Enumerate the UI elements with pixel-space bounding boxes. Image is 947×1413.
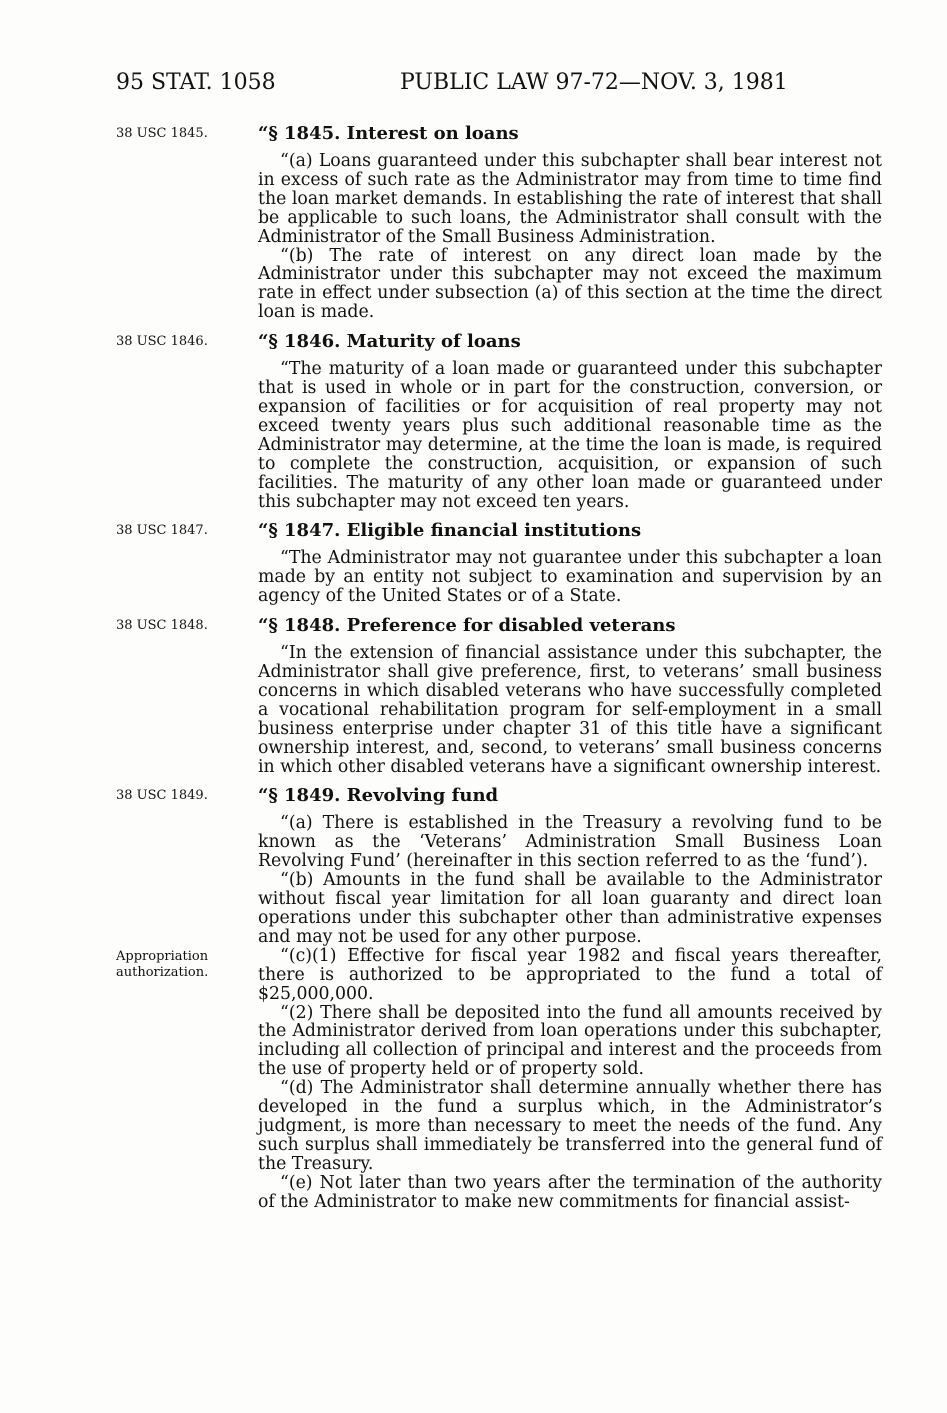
page-header — [116, 70, 887, 106]
section-text — [258, 124, 882, 322]
section-1848 — [116, 616, 896, 776]
document-body — [116, 124, 896, 1222]
section-1846 — [116, 332, 896, 511]
section-text — [258, 332, 882, 511]
margin-citation: 38 USC 1846. — [116, 334, 208, 350]
paragraph: “(a) Loans guaranteed under this subchapter shall bear interest not in excess of such rate as the Administrator may from time to time find the loan market demands. In establishing the rate of interest that shall be applicable to such loans, the Administrator shall consult with the Administrator of the Small Business Administration. — [258, 151, 882, 247]
paragraph: “(e) Not later than two years after the termination of the authority of the Administrator to make new commitments for financial assist- — [258, 1172, 882, 1212]
page-stat-number: 95 STAT. 1058 — [116, 70, 276, 95]
section-heading: “§ 1848. Preference for disabled veterans — [258, 615, 676, 637]
section-heading: “§ 1849. Revolving fund — [258, 785, 499, 807]
paragraph: “In the extension of financial assistance under this subchapter, the Administrator shall give preference, first, to veterans’ small business concerns in which disabled veterans who have successfully completed a vocational rehabilitation program for self-employment in a small business enterprise under chapter 31 of this title have a significant ownership interest, and, second, to veterans’ small business concerns in which other disabled veterans have a significant ownership interest. — [258, 643, 882, 777]
paragraph: “(c)(1) Effective for fiscal year 1982 and fiscal years thereafter, there is authorized to be appropriated to the fund a total of $25,000,000. — [258, 945, 882, 1004]
margin-citation: 38 USC 1849. — [116, 788, 208, 804]
section-heading: “§ 1847. Eligible financial institutions — [258, 520, 642, 542]
section-heading: “§ 1845. Interest on loans — [258, 123, 519, 144]
section-1845 — [116, 124, 896, 322]
section-heading: “§ 1846. Maturity of loans — [258, 331, 521, 353]
section-1847 — [116, 521, 896, 606]
margin-citation: 38 USC 1848. — [116, 618, 208, 634]
paragraph: “The maturity of a loan made or guaranteed under this subchapter that is used in whole or in part for the construction, conversion, or expansion of facilities or for acquisition of real property may not exceed twenty years plus such additional reasonable time as the Administrator may determine, at the time the loan is made, is required to complete the construction, acquisition, or expansion of such facilities. The maturity of any other loan made or guaranteed under this subchapter may not exceed ten years. — [258, 359, 882, 512]
paragraph: “(2) There shall be deposited into the fund all amounts received by the Administrator derived from loan operations under this subchapter, including all collection of principal and interest and the proceeds from the use of property held or of property sold. — [258, 1002, 882, 1080]
margin-citation: 38 USC 1845. — [116, 126, 208, 141]
section-text — [258, 616, 882, 776]
running-head-title: PUBLIC LAW 97-72—NOV. 3, 1981 — [400, 70, 788, 95]
margin-side-note: Appropriation authorization. — [116, 948, 209, 980]
margin-citation: 38 USC 1847. — [116, 523, 208, 539]
paragraph: “(b) Amounts in the fund shall be available to the Administrator without fiscal year limitation for all loan guaranty and direct loan operations under this subchapter other than administrative expenses and may not be used for any other purpose. — [258, 870, 882, 947]
paragraph: “The Administrator may not guarantee under this subchapter a loan made by an entity not subject to examination and supervision by an agency of the United States or of a State. — [258, 548, 882, 607]
section-1849 — [116, 786, 896, 1211]
paragraph: “(b) The rate of interest on any direct loan made by the Administrator under this subchapter may not exceed the maximum rate in effect under subsection (a) of this section at the time the direct loan is made. — [258, 245, 882, 323]
paragraph: “(d) The Administrator shall determine annually whether there has developed in the fund a surplus which, in the Administrator’s judgment, is more than necessary to meet the needs of the fund. Any such surplus shall immediately be transferred into the general fund of the Treasury. — [258, 1078, 882, 1174]
paragraph: “(a) There is established in the Treasury a revolving fund to be known as the ‘Veterans’ Administration Small Business Loan Revolving Fund’ (hereinafter in this section referred to as the ‘fund’). — [258, 813, 882, 872]
section-text — [258, 521, 882, 606]
paragraph-with-side-note — [116, 945, 882, 1004]
